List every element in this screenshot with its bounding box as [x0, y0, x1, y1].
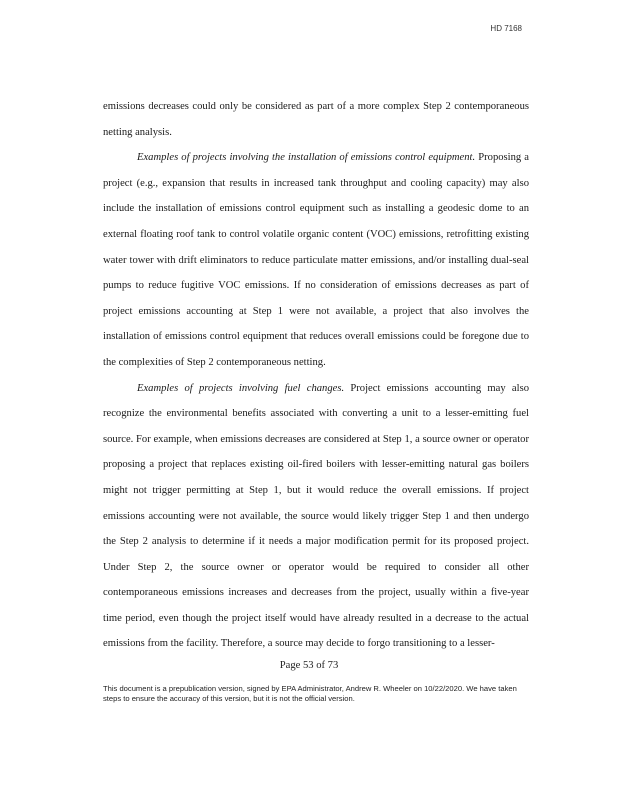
paragraph-1	[103, 94, 529, 145]
page-number: Page 53 of 73	[279, 660, 339, 671]
paragraph-2-heading: Examples of projects involving the installation of emissions control equipment.	[137, 152, 476, 164]
paragraph-1-text: emissions decreases could only be considered as part of a more complex Step 2 contemporaneous netting analysis.	[103, 101, 529, 138]
paragraph-3	[103, 376, 529, 658]
body-text	[103, 94, 529, 657]
prepublication-disclaimer: This document is a prepublication version, signed by EPA Administrator, Andrew R. Wheeler on 10/22/2020. We have taken steps to ensure the accuracy of this version, but it is not the official version.	[103, 684, 517, 703]
paragraph-2-text: Proposing a project (e.g., expansion that results in increased tank throughput and cooling capacity) may also include the installation of emissions control equipment such as installing a geodesic dome to an external floating roof tank to control volatile organic content (VOC) emissions, retrofitting existing water tower with drift eliminators to reduce particulate matter emissions, and/or installing dual-seal pumps to reduce fugitive VOC emissions. If no consideration of emissions decreases as part of project emissions accounting at Step 1 were not available, a project that also involves the installation of emissions control equipment that reduces overall emissions could be foregone due to the complexities of Step 2 contemporaneous netting.	[103, 152, 529, 368]
document-id-header: HD 7168	[490, 24, 522, 33]
paragraph-2	[103, 145, 529, 375]
paragraph-3-heading: Examples of projects involving fuel changes.	[137, 382, 345, 394]
paragraph-3-text: Project emissions accounting may also recognize the environmental benefits associated with converting a unit to a lesser-emitting fuel source. For example, when emissions decreases are considered at Step 1, a source owner or operator proposing a project that replaces existing oil-fired boilers with lesser-emitting natural gas boilers might not trigger permitting at Step 1, but it would reduce the overall emissions. If project emissions accounting were not available, the source would likely trigger Step 1 and then undergo the Step 2 analysis to determine if it needs a major modification permit for its proposed project. Under Step 2, the source owner or operator would be required to consider all other contemporaneous emissions increases and decreases from the project, usually within a five-year time period, even though the project itself would have already resulted in a decrease to the actual emissions from the facility. Therefore, a source may decide to forgo transitioning to a lesser-	[103, 382, 529, 650]
